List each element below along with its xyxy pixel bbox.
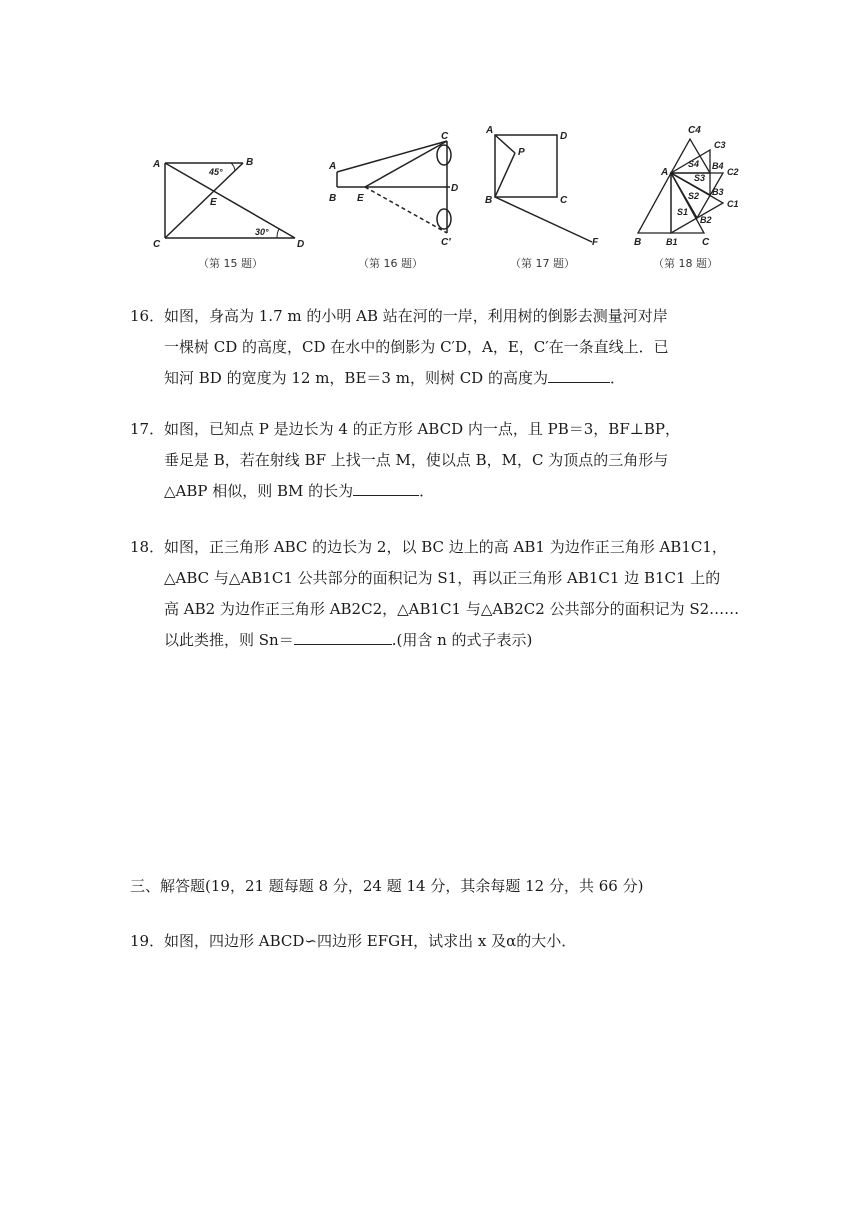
fig17-label-f: F: [592, 237, 599, 248]
fig18-label-c3: C3: [714, 140, 726, 150]
q17-line-1: 如图，已知点 P 是边长为 4 的正方形 ABCD 内一点，且 PB＝3，BF⊥BP，: [164, 420, 680, 438]
fig17-label-c: C: [560, 195, 568, 206]
q17-line-3: △ABP 相似，则 BM 的长为: [164, 482, 354, 500]
q17-end: ．: [419, 482, 435, 500]
fig15-label-c: C: [153, 239, 161, 250]
figure-16: [325, 115, 475, 250]
q16-number: 16．: [130, 307, 165, 325]
q18-line-1: 如图，正三角形 ABC 的边长为 2，以 BC 边上的高 AB1 为边作正三角形 AB1C1，: [164, 538, 727, 556]
fig18-label-b4: B4: [712, 161, 724, 171]
fig15-angle-45: 45°: [209, 167, 223, 177]
q18-line-4: 以此类推，则 Sn＝: [164, 631, 294, 649]
question-17: [130, 414, 730, 507]
fig18-label-b3: B3: [712, 187, 724, 197]
fig17-label-b: B: [485, 195, 493, 206]
q18-line-2: △ABC 与△AB1C1 公共部分的面积记为 S1，再以正三角形 AB1C1 边 B1C1 上的: [164, 569, 721, 587]
question-16: [130, 301, 730, 394]
question-18: [130, 532, 740, 656]
fig17-label-d: D: [560, 131, 568, 142]
fig18-label-c4: C4: [688, 125, 701, 136]
section-3-heading: 三、解答题(19，21 题每题 8 分，24 题 14 分，其余每题 12 分，共 66 分): [130, 877, 644, 895]
fig18-label-c2: C2: [727, 167, 739, 177]
fig16-label-d: D: [451, 183, 459, 194]
fig18-label-b2: B2: [700, 215, 712, 225]
fig18-label-s4: S4: [688, 159, 700, 169]
fig16-label-c: C: [441, 131, 449, 142]
fig18-label-s1: S1: [677, 207, 689, 217]
q16-line-3: 知河 BD 的宽度为 12 m，BE＝3 m，则树 CD 的高度为: [164, 369, 548, 387]
q18-line-3: 高 AB2 为边作正三角形 AB2C2，△AB1C1 与△AB2C2 公共部分的面积记为 S2……: [164, 600, 740, 618]
q17-answer-blank[interactable]: [353, 477, 419, 496]
fig16-label-b: B: [329, 193, 337, 204]
figure-17: [480, 115, 610, 250]
fig18-label-a: A: [661, 167, 669, 178]
q16-line-1: 如图，身高为 1.7 m 的小明 AB 站在河的一岸，利用树的倒影去测量河对岸: [164, 307, 668, 325]
fig18-label-b: B: [634, 237, 642, 248]
fig16-caption: （第 16 题）: [358, 257, 423, 270]
q16-answer-blank[interactable]: [548, 364, 610, 383]
fig17-label-a: A: [486, 125, 494, 136]
q18-answer-blank[interactable]: [294, 626, 392, 645]
fig17-caption: （第 17 题）: [510, 257, 575, 270]
fig18-label-s2: S2: [688, 191, 700, 201]
question-19: [130, 926, 730, 957]
figure-18: [628, 115, 758, 250]
figure-15: [145, 115, 315, 250]
q19-number: 19．: [130, 932, 165, 950]
fig15-label-a: A: [153, 159, 161, 170]
q18-number: 18．: [130, 538, 165, 556]
fig18-label-s3: S3: [694, 173, 706, 183]
fig17-label-p: P: [518, 147, 525, 158]
q19-text: 如图，四边形 ABCD∽四边形 EFGH，试求出 x 及α的大小．: [164, 932, 577, 950]
fig15-caption: （第 15 题）: [198, 257, 263, 270]
q17-number: 17．: [130, 420, 165, 438]
fig16-label-e: E: [357, 193, 364, 204]
fig16-label-a: A: [329, 161, 337, 172]
fig15-label-e: E: [210, 197, 217, 208]
fig18-label-c1: C1: [727, 199, 739, 209]
q18-end: .(用含 n 的式子表示): [391, 631, 533, 649]
figures-row: [130, 115, 750, 285]
fig18-caption: （第 18 题）: [653, 257, 718, 270]
fig18-label-c: C: [702, 237, 710, 248]
q16-line-2: 一棵树 CD 的高度，CD 在水中的倒影为 C′D，A，E，C′在一条直线上．已: [164, 338, 669, 356]
fig15-label-d: D: [297, 239, 305, 250]
fig16-label-c-prime: C′: [441, 237, 451, 248]
q16-end: ．: [609, 369, 625, 387]
fig15-angle-30: 30°: [255, 227, 269, 237]
fig18-label-b1: B1: [666, 237, 678, 247]
q17-line-2: 垂足是 B，若在射线 BF 上找一点 M，使以点 B，M，C 为顶点的三角形与: [164, 451, 669, 469]
fig15-label-b: B: [246, 157, 254, 168]
